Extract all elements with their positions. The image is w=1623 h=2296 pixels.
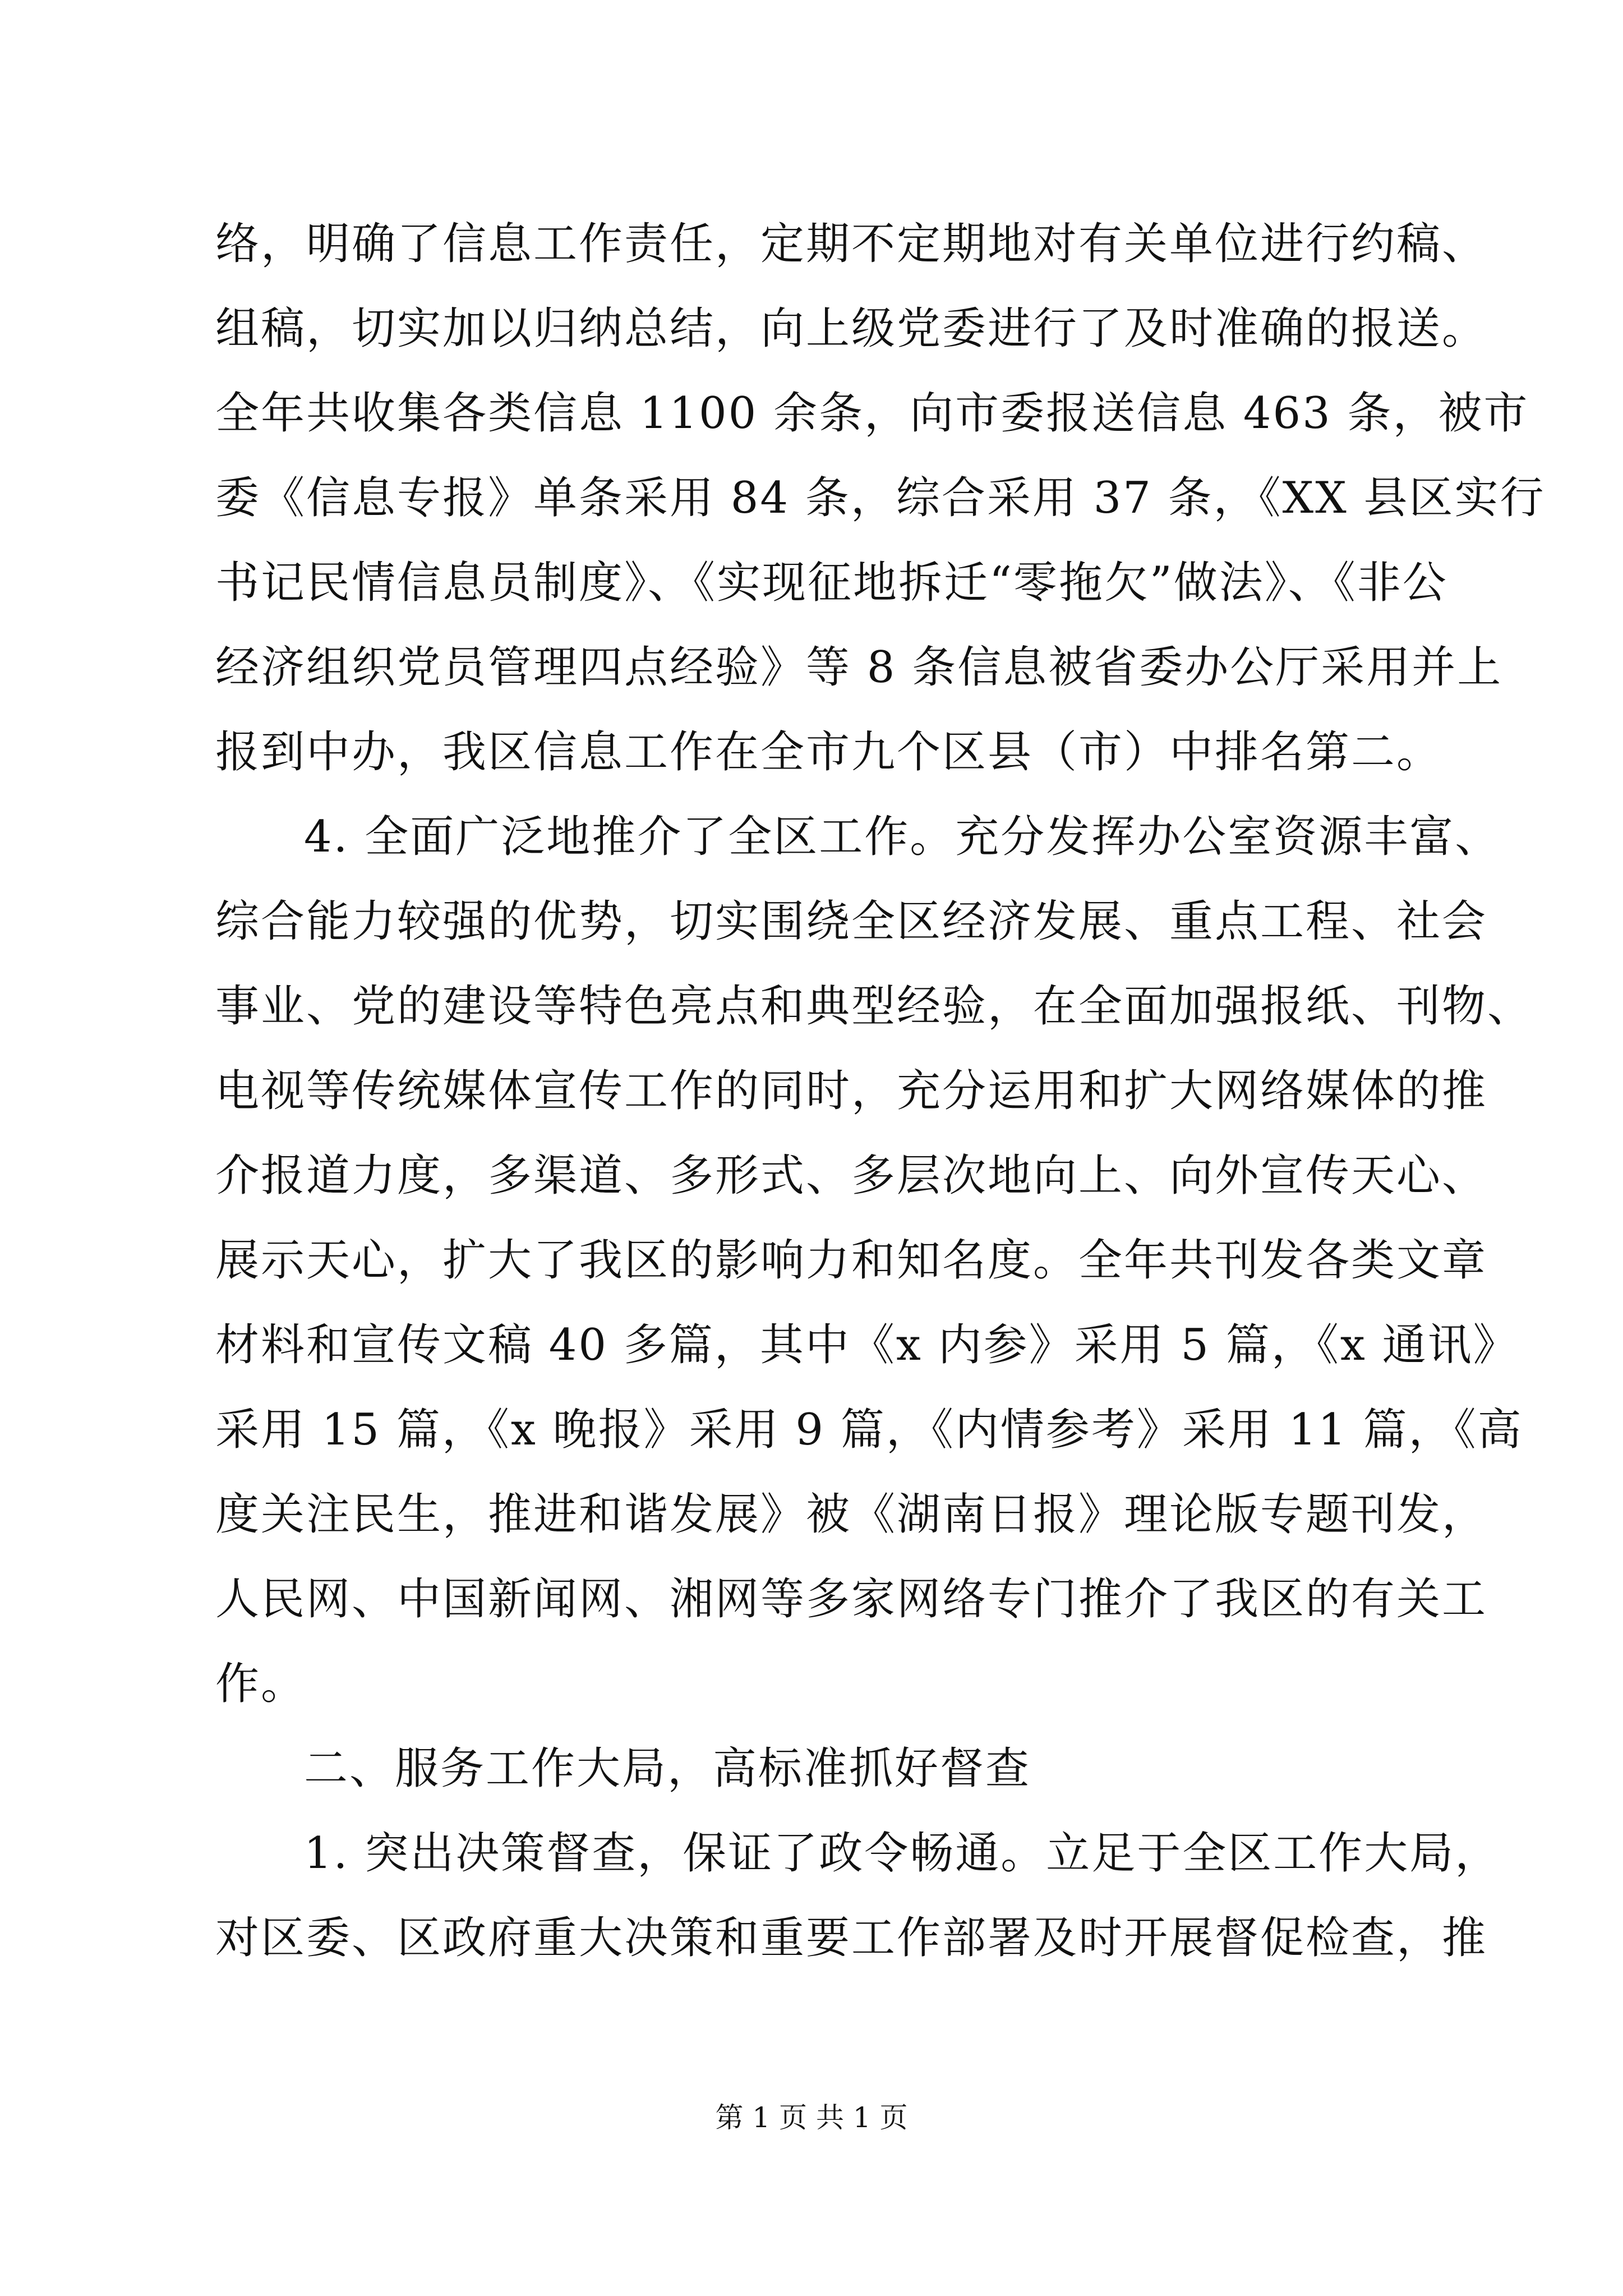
text-line: 电视等传统媒体宣传工作的同时，充分运用和扩大网络媒体的推 [215,1066,1488,1116]
text-line: 人民网、中国新闻网、湘网等多家网络专门推介了我区的有关工 [215,1574,1488,1625]
text-line: 采用 15 篇，《x 晚报》采用 9 篇，《内情参考》采用 11 篇，《高 [215,1405,1523,1455]
page-footer: 第 1 页 共 1 页 [715,2101,908,2134]
text-line: 组稿，切实加以归纳总结，向上级党委进行了及时准确的报送。 [215,303,1488,354]
text-line: 经济组织党员管理四点经验》等 8 条信息被省委办公厅采用并上 [215,642,1503,693]
text-line: 作。 [215,1659,307,1709]
text-line: 报到中办，我区信息工作在全市九个区县（市）中排名第二。 [215,727,1442,777]
text-line: 材料和宣传文稿 40 多篇，其中《x 内参》采用 5 篇，《x 通讯》 [215,1320,1519,1370]
text-line: 全年共收集各类信息 1100 余条，向市委报送信息 463 条，被市 [215,388,1529,439]
text-line: 书记民情信息员制度》、《实现征地拆迁“零拖欠”做法》、《非公 [215,558,1448,608]
text-line: 介报道力度，多渠道、多形式、多层次地向上、向外宣传天心、 [215,1151,1488,1201]
text-line: 委《信息专报》单条采用 84 条，综合采用 37 条，《XX 县区实行 [215,473,1546,523]
text-line: 事业、党的建设等特色亮点和典型经验，在全面加强报纸、刊物、 [215,981,1533,1032]
section-heading: 二、服务工作大局，高标准抓好督查 [304,1743,1031,1794]
paragraph-start-line: 1. 突出决策督查，保证了政令畅通。立足于全区工作大局， [304,1828,1501,1879]
text-line: 对区委、区政府重大决策和重要工作部署及时开展督促检查，推 [215,1913,1488,1963]
text-line: 展示天心，扩大了我区的影响力和知名度。全年共刊发各类文章 [215,1235,1488,1286]
text-line: 度关注民生，推进和谐发展》被《湖南日报》理论版专题刊发， [215,1489,1488,1540]
text-line: 络，明确了信息工作责任，定期不定期地对有关单位进行约稿、 [215,219,1488,269]
text-line: 综合能力较强的优势，切实围绕全区经济发展、重点工程、社会 [215,896,1488,947]
document-body [215,202,1546,1981]
paragraph-start-line: 4. 全面广泛地推介了全区工作。充分发挥办公室资源丰富、 [304,812,1501,862]
